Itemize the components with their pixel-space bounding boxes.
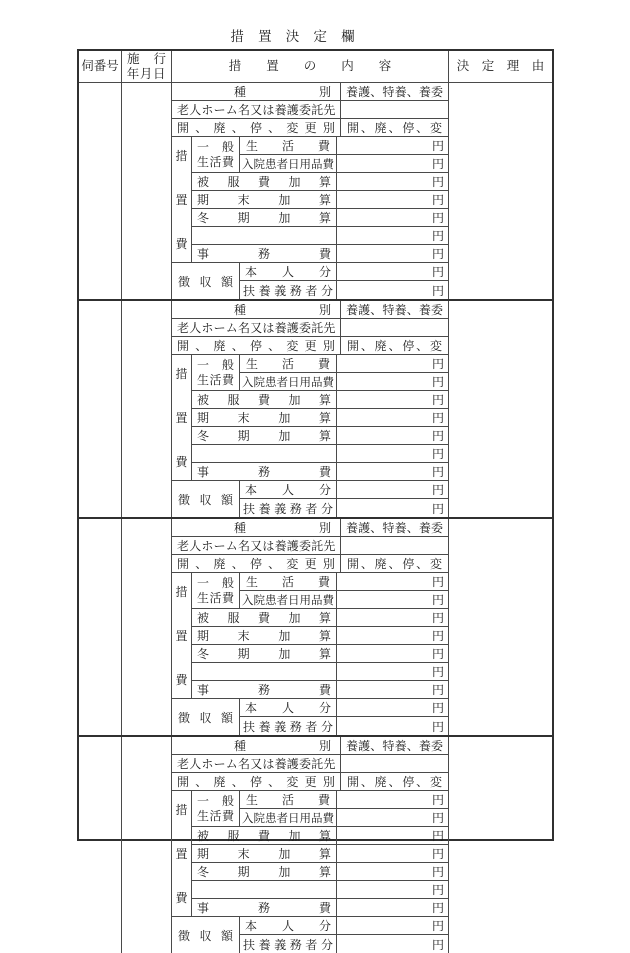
yen-unit: 円 [431,611,444,625]
yen-unit: 円 [431,575,444,589]
living-cost-amount [337,355,448,373]
blank-cost-amount [337,445,448,463]
term-end-addition-label: 期 末 加 算 [192,845,337,863]
hospital-items-label: 入院患者日用品費 [240,155,337,173]
term-end-addition-amount [337,409,448,427]
hospital-items-amount [337,591,448,609]
yen-unit: 円 [431,901,444,915]
yen-unit: 円 [431,501,444,516]
type-label: 種 別 [172,83,341,101]
yen-unit: 円 [431,175,444,189]
measure-block [79,301,552,519]
enforcement-date-cell [122,83,172,299]
dependent-portion-amount [337,935,448,953]
winter-addition-label: 冬 期 加 算 [192,209,337,227]
office-cost-label: 事 務 費 [192,899,337,917]
yen-unit: 円 [431,393,444,407]
self-portion-amount [337,481,448,499]
yen-unit: 円 [431,629,444,643]
change-kind-options: 開 、 廃 、 停 、 変 [341,337,448,355]
measure-content-grid [172,737,449,953]
clothing-addition-amount [337,173,448,191]
hospital-items-amount [337,809,448,827]
blank-cost-amount [337,881,448,899]
general-living-label-line1: 一 般 [197,139,234,154]
dependent-portion-label: 扶 養 義 務 者 分 [240,281,337,299]
type-options: 養 護 、 特 養 、 養 委 [341,301,448,319]
inquiry-no-cell [79,737,122,953]
header-decision-reason [449,51,557,82]
dependent-portion-amount [337,717,448,735]
general-living-label-line2: 生 活 費 [197,154,234,169]
yen-unit: 円 [431,283,444,298]
clothing-addition-label: 被 服 費 加 算 [192,827,337,845]
yen-unit: 円 [431,411,444,425]
yen-unit: 円 [431,429,444,443]
decision-reason-cell [449,83,552,299]
type-label: 種 別 [172,519,341,537]
term-end-addition-label: 期 末 加 算 [192,627,337,645]
change-kind-options: 開 、 廃 、 停 、 変 [341,119,448,137]
term-end-addition-amount [337,845,448,863]
blank-cost-label [192,663,337,681]
inquiry-no-cell [79,301,122,517]
self-portion-label: 本 人 分 [240,263,337,281]
yen-unit: 円 [431,937,444,952]
living-cost-amount [337,137,448,155]
dependent-portion-label: 扶 養 義 務 者 分 [240,935,337,953]
term-end-addition-label: 期 末 加 算 [192,409,337,427]
home-name-value [341,537,448,555]
header-enforcement-date-line1: 施 行 [127,51,166,66]
home-name-value [341,755,448,773]
yen-unit: 円 [431,793,444,807]
yen-unit: 円 [431,847,444,861]
clothing-addition-amount [337,391,448,409]
blank-cost-label [192,227,337,245]
clothing-addition-amount [337,609,448,627]
enforcement-date-cell [122,301,172,517]
home-name-value [341,101,448,119]
header-decision-reason-text: 決定理由 [456,59,557,73]
yen-unit: 円 [431,193,444,207]
term-end-addition-amount [337,627,448,645]
collection-group-label: 徴 収 額 [172,481,240,517]
enforcement-date-cell [122,737,172,953]
yen-unit: 円 [431,647,444,661]
inquiry-no-cell [79,519,122,735]
yen-unit: 円 [431,719,444,734]
winter-addition-label: 冬 期 加 算 [192,427,337,445]
collection-group-label: 徴 収 額 [172,263,240,299]
change-kind-options: 開 、 廃 、 停 、 変 [341,555,448,573]
collection-group-label: 徴 収 額 [172,917,240,953]
winter-addition-amount [337,645,448,663]
yen-unit: 円 [431,483,444,497]
header-measure-content [172,51,449,82]
cost-group-label: 措 置 費 [172,137,192,263]
self-portion-amount [337,699,448,717]
type-label: 種 別 [172,737,341,755]
dependent-portion-label: 扶 養 義 務 者 分 [240,499,337,517]
clothing-addition-label: 被 服 費 加 算 [192,391,337,409]
general-living-label-line1: 一 般 [197,793,234,808]
decision-reason-cell [449,301,552,517]
self-portion-label: 本 人 分 [240,481,337,499]
winter-addition-amount [337,209,448,227]
hospital-items-label: 入院患者日用品費 [240,809,337,827]
change-kind-options: 開 、 廃 、 停 、 変 [341,773,448,791]
self-portion-label: 本 人 分 [240,917,337,935]
header-measure-content-text: 措置の内容 [228,59,417,73]
decision-reason-cell [449,519,552,735]
measure-block [79,519,552,737]
general-living-label [192,791,240,827]
inquiry-no-cell [79,83,122,299]
cost-group-label: 措 置 費 [172,573,192,699]
general-living-label-line2: 生 活 費 [197,372,234,387]
yen-unit: 円 [431,157,444,171]
measure-block [79,83,552,301]
yen-unit: 円 [431,829,444,843]
clothing-addition-label: 被 服 費 加 算 [192,173,337,191]
term-end-addition-amount [337,191,448,209]
home-name-value [341,319,448,337]
decision-reason-cell [449,737,552,953]
home-name-label: 老人ホーム名又は養護委託先 [172,755,341,773]
hospital-items-amount [337,155,448,173]
yen-unit: 円 [431,665,444,679]
measure-block [79,737,552,953]
blank-cost-label [192,445,337,463]
measure-content-grid [172,519,449,735]
living-cost-amount [337,791,448,809]
cost-group-label: 措 置 費 [172,791,192,917]
general-living-label-line2: 生 活 費 [197,808,234,823]
hospital-items-amount [337,373,448,391]
dependent-portion-label: 扶 養 義 務 者 分 [240,717,337,735]
living-cost-label: 生 活 費 [240,573,337,591]
measure-decision-table [77,49,557,952]
page-title-text: 措置決定欄 [230,29,369,44]
yen-unit: 円 [431,447,444,461]
general-living-label-line1: 一 般 [197,357,234,372]
term-end-addition-label: 期 末 加 算 [192,191,337,209]
yen-unit: 円 [431,357,444,371]
blank-cost-label [192,881,337,899]
change-kind-label: 開 、 廃 、 停 、 変 更 別 [172,773,341,791]
home-name-label: 老人ホーム名又は養護委託先 [172,319,341,337]
type-options: 養 護 、 特 養 、 養 委 [341,83,448,101]
page-title [77,25,554,45]
dependent-portion-amount [337,499,448,517]
yen-unit: 円 [431,593,444,607]
blank-cost-amount [337,663,448,681]
home-name-label: 老人ホーム名又は養護委託先 [172,537,341,555]
clothing-addition-amount [337,827,448,845]
yen-unit: 円 [431,375,444,389]
yen-unit: 円 [431,683,444,697]
winter-addition-label: 冬 期 加 算 [192,863,337,881]
change-kind-label: 開 、 廃 、 停 、 変 更 別 [172,337,341,355]
yen-unit: 円 [431,883,444,897]
general-living-label [192,573,240,609]
living-cost-label: 生 活 費 [240,791,337,809]
general-living-label-line1: 一 般 [197,575,234,590]
living-cost-amount [337,573,448,591]
self-portion-amount [337,917,448,935]
measure-content-grid [172,301,449,517]
type-options: 養 護 、 特 養 、 養 委 [341,737,448,755]
yen-unit: 円 [431,919,444,933]
office-cost-label: 事 務 費 [192,463,337,481]
self-portion-label: 本 人 分 [240,699,337,717]
header-inquiry-no-text: 伺番号 [81,59,119,73]
enforcement-date-cell [122,519,172,735]
header-enforcement-date [122,51,172,82]
yen-unit: 円 [431,211,444,225]
living-cost-label: 生 活 費 [240,355,337,373]
yen-unit: 円 [431,865,444,879]
general-living-label [192,355,240,391]
header-enforcement-date-line2: 年月日 [126,66,167,81]
dependent-portion-amount [337,281,448,299]
clothing-addition-label: 被 服 費 加 算 [192,609,337,627]
office-cost-amount [337,245,448,263]
office-cost-label: 事 務 費 [192,681,337,699]
change-kind-label: 開 、 廃 、 停 、 変 更 別 [172,119,341,137]
yen-unit: 円 [431,465,444,479]
yen-unit: 円 [431,701,444,715]
yen-unit: 円 [431,247,444,261]
blank-cost-amount [337,227,448,245]
general-living-label [192,137,240,173]
type-options: 養 護 、 特 養 、 養 委 [341,519,448,537]
change-kind-label: 開 、 廃 、 停 、 変 更 別 [172,555,341,573]
blocks-container [79,83,552,953]
yen-unit: 円 [431,265,444,279]
self-portion-amount [337,263,448,281]
cost-group-label: 措 置 費 [172,355,192,481]
winter-addition-amount [337,427,448,445]
office-cost-label: 事 務 費 [192,245,337,263]
general-living-label-line2: 生 活 費 [197,590,234,605]
hospital-items-label: 入院患者日用品費 [240,591,337,609]
office-cost-amount [337,463,448,481]
winter-addition-amount [337,863,448,881]
office-cost-amount [337,681,448,699]
hospital-items-label: 入院患者日用品費 [240,373,337,391]
yen-unit: 円 [431,229,444,243]
collection-group-label: 徴 収 額 [172,699,240,735]
winter-addition-label: 冬 期 加 算 [192,645,337,663]
living-cost-label: 生 活 費 [240,137,337,155]
type-label: 種 別 [172,301,341,319]
yen-unit: 円 [431,811,444,825]
measure-content-grid [172,83,449,299]
home-name-label: 老人ホーム名又は養護委託先 [172,101,341,119]
yen-unit: 円 [431,139,444,153]
table-header [79,51,557,83]
header-inquiry-no [79,51,122,82]
office-cost-amount [337,899,448,917]
